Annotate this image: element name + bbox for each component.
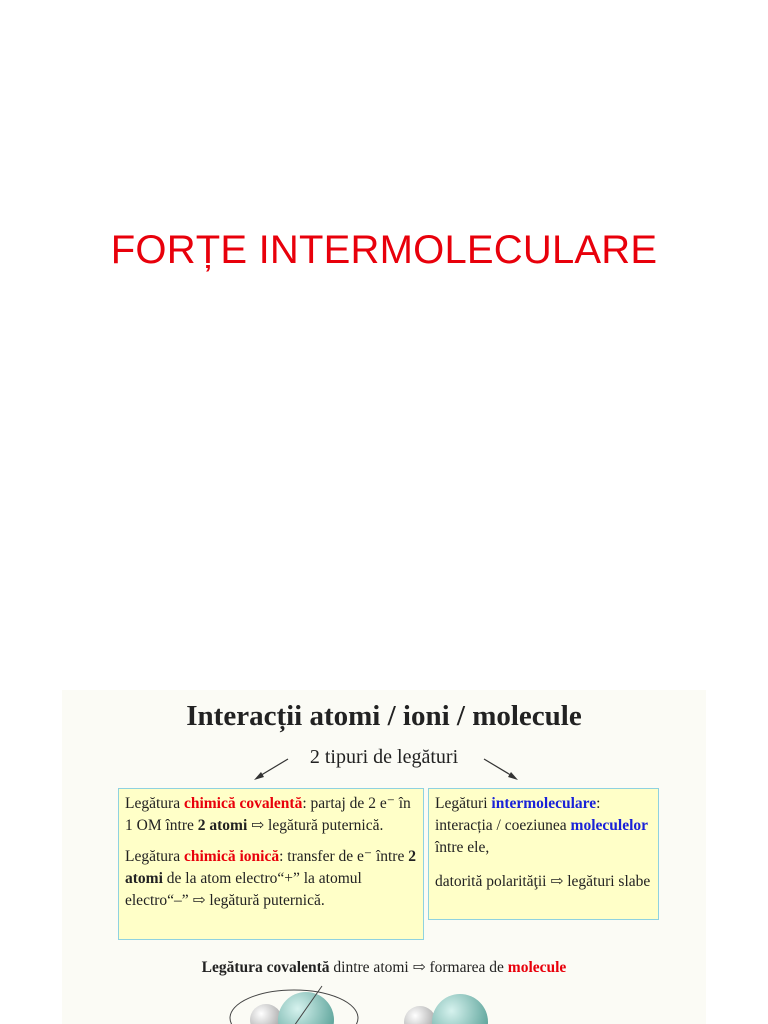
molecule-left-icon — [224, 980, 364, 1024]
ionic-bond-text: Legătura chimică ionică: transfer de e⁻ între 2 atomi de la atom electro“+” la atomul electro“–” ⇨ legătură puternică. — [125, 848, 416, 909]
covalent-bond-text: Legătura chimică covalentă: partaj de 2 e⁻ în 1 OM între 2 atomi ⇨ legătură puternică. — [125, 795, 411, 834]
polarity-text: datorită polarităţii ⇨ legături slabe — [435, 873, 651, 890]
intermolecular-text: Legături intermoleculare: interacția / coeziunea moleculelor între ele, — [435, 795, 649, 856]
page-title: FORȚE INTERMOLECULARE — [110, 228, 658, 272]
molecule-right-icon — [398, 982, 508, 1024]
slide-subheading: 2 tipuri de legături — [309, 746, 459, 768]
slide-heading: Interacții atomi / ioni / molecule — [186, 700, 582, 732]
intermolecular-box — [428, 788, 659, 920]
slide-image — [62, 690, 706, 1024]
arrow-right-icon — [480, 756, 520, 782]
arrow-left-icon — [252, 756, 292, 782]
covalent-ionic-box — [118, 788, 424, 940]
bottom-caption: Legătura covalentă dintre atomi ⇨ formarea de molecule — [201, 959, 567, 976]
